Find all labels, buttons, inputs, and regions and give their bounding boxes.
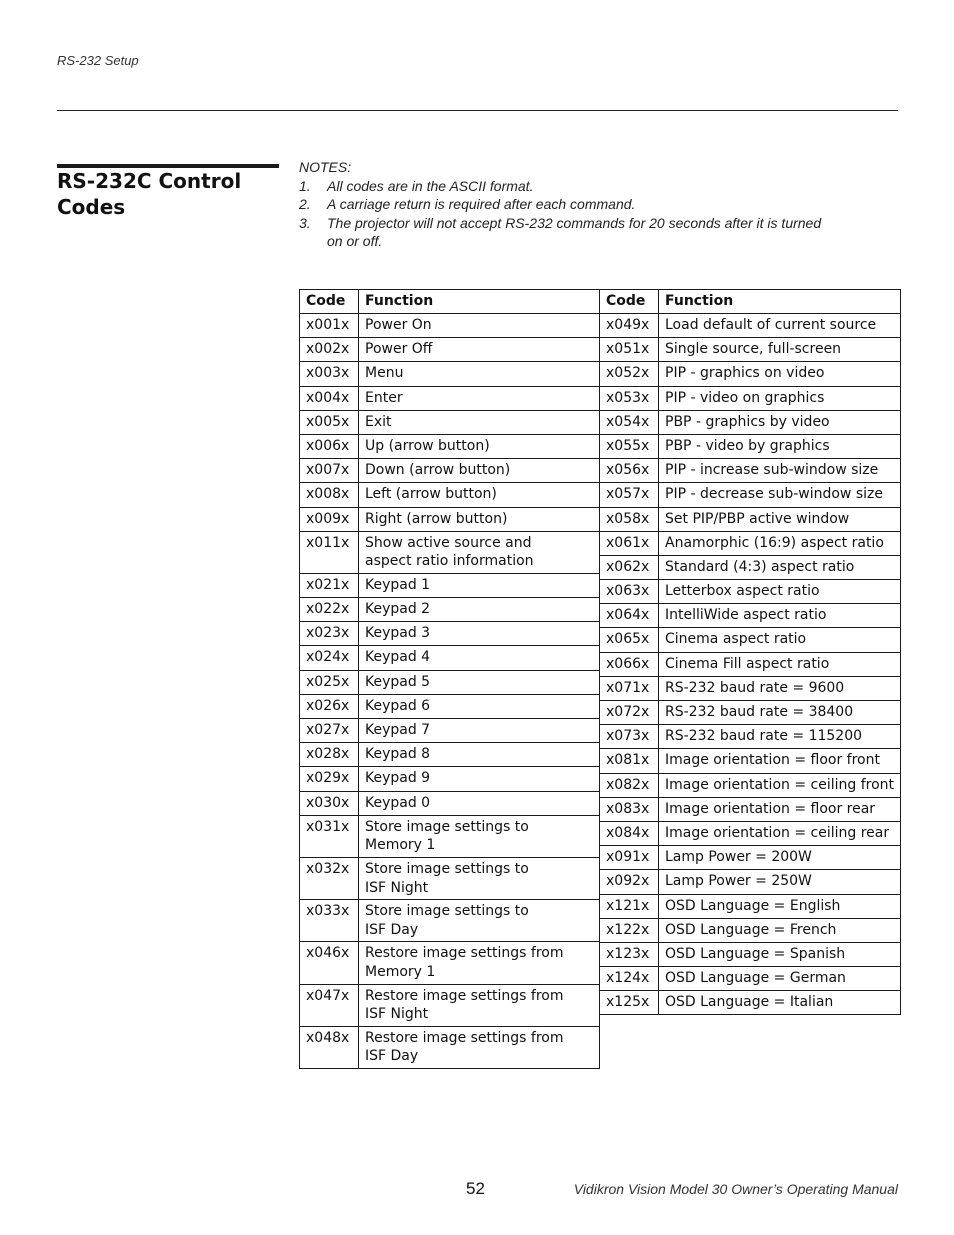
table-row (600, 507, 901, 531)
code-cell: x047x (300, 984, 359, 1026)
note-item (299, 177, 839, 196)
function-cell: Single source, full-screen (659, 338, 901, 362)
code-cell: x081x (600, 749, 659, 773)
function-cell: Image orientation = ceiling rear (659, 821, 901, 845)
code-cell: x125x (600, 991, 659, 1015)
code-cell: x025x (300, 670, 359, 694)
table-row (300, 942, 600, 984)
function-cell: OSD Language = German (659, 967, 901, 991)
table-row (600, 918, 901, 942)
running-header: RS-232 Setup (57, 53, 139, 68)
code-cell: x006x (300, 434, 359, 458)
table-row (600, 604, 901, 628)
table-row (600, 701, 901, 725)
function-cell: Keypad 0 (359, 791, 600, 815)
code-cell: x124x (600, 967, 659, 991)
code-cell: x091x (600, 846, 659, 870)
function-cell: Restore image settings from ISF Day (359, 1026, 600, 1068)
notes-list (299, 177, 839, 251)
note-number: 3. (299, 214, 311, 231)
note-number: 1. (299, 177, 311, 194)
function-cell: Lamp Power = 250W (659, 870, 901, 894)
function-cell: Store image settings to ISF Day (359, 900, 600, 942)
table-row (300, 314, 600, 338)
note-text: The projector will not accept RS-232 commands for 20 seconds after it is turned on or off. (327, 214, 822, 250)
table-row (300, 573, 600, 597)
table-row (600, 725, 901, 749)
table-row (300, 984, 600, 1026)
table-row (600, 531, 901, 555)
code-cell: x061x (600, 531, 659, 555)
code-cell: x084x (600, 821, 659, 845)
section-title: RS-232C Control Codes (57, 169, 242, 219)
code-cell: x024x (300, 646, 359, 670)
code-cell: x083x (600, 797, 659, 821)
function-cell: Store image settings to Memory 1 (359, 815, 600, 857)
code-cell: x122x (600, 918, 659, 942)
code-cell: x031x (300, 815, 359, 857)
function-cell: PIP - video on graphics (659, 386, 901, 410)
function-cell: Power Off (359, 338, 600, 362)
code-cell: x057x (600, 483, 659, 507)
function-cell: PIP - decrease sub-window size (659, 483, 901, 507)
code-cell: x002x (300, 338, 359, 362)
code-cell: x033x (300, 900, 359, 942)
code-cell: x022x (300, 598, 359, 622)
table-row (300, 338, 600, 362)
function-cell: Exit (359, 410, 600, 434)
function-cell: OSD Language = Spanish (659, 942, 901, 966)
table-row (600, 652, 901, 676)
table-row (600, 386, 901, 410)
function-cell: Keypad 3 (359, 622, 600, 646)
table-row (600, 967, 901, 991)
function-cell: Restore image settings from Memory 1 (359, 942, 600, 984)
code-cell: x066x (600, 652, 659, 676)
function-cell: Lamp Power = 200W (659, 846, 901, 870)
table-row (300, 1026, 600, 1068)
function-cell: Keypad 2 (359, 598, 600, 622)
table-row (300, 767, 600, 791)
code-cell: x004x (300, 386, 359, 410)
code-cell: x027x (300, 719, 359, 743)
code-cell: x007x (300, 459, 359, 483)
notes-heading: NOTES: (299, 159, 352, 175)
code-cell: x058x (600, 507, 659, 531)
table-header-row (600, 290, 901, 314)
function-cell: Keypad 4 (359, 646, 600, 670)
code-cell: x055x (600, 434, 659, 458)
table-row (600, 459, 901, 483)
function-cell: Image orientation = floor rear (659, 797, 901, 821)
table-header-row (300, 290, 600, 314)
function-cell: Menu (359, 362, 600, 386)
code-cell: x073x (600, 725, 659, 749)
code-cell: x028x (300, 743, 359, 767)
table-row (600, 676, 901, 700)
table-row (300, 719, 600, 743)
function-cell: Letterbox aspect ratio (659, 580, 901, 604)
table-row (300, 483, 600, 507)
code-cell: x123x (600, 942, 659, 966)
function-cell: Anamorphic (16:9) aspect ratio (659, 531, 901, 555)
code-cell: x005x (300, 410, 359, 434)
footer-manual-title: Vidikron Vision Model 30 Owner’s Operating Manual (573, 1181, 898, 1197)
code-cell: x003x (300, 362, 359, 386)
function-cell: RS-232 baud rate = 9600 (659, 676, 901, 700)
column-header-function: Function (659, 290, 901, 314)
function-cell: Load default of current source (659, 314, 901, 338)
function-cell: PBP - graphics by video (659, 410, 901, 434)
code-cell: x026x (300, 694, 359, 718)
function-cell: Store image settings to ISF Night (359, 857, 600, 899)
table-row (300, 900, 600, 942)
table-row (600, 870, 901, 894)
table-row (600, 846, 901, 870)
code-cell: x009x (300, 507, 359, 531)
function-cell: RS-232 baud rate = 38400 (659, 701, 901, 725)
code-cell: x053x (600, 386, 659, 410)
function-cell: PBP - video by graphics (659, 434, 901, 458)
table-row (600, 628, 901, 652)
code-cell: x032x (300, 857, 359, 899)
table-row (300, 598, 600, 622)
function-cell: Keypad 5 (359, 670, 600, 694)
table-row (600, 773, 901, 797)
function-cell: Down (arrow button) (359, 459, 600, 483)
code-cell: x051x (600, 338, 659, 362)
table-row (600, 555, 901, 579)
column-header-code: Code (300, 290, 359, 314)
function-cell: Set PIP/PBP active window (659, 507, 901, 531)
header-rule (57, 110, 898, 111)
code-cell: x054x (600, 410, 659, 434)
table-row (600, 410, 901, 434)
column-header-function: Function (359, 290, 600, 314)
table-row (600, 338, 901, 362)
table-row (300, 362, 600, 386)
function-cell: Image orientation = ceiling front (659, 773, 901, 797)
code-cell: x049x (600, 314, 659, 338)
note-text: All codes are in the ASCII format. (327, 177, 534, 194)
table-row (300, 507, 600, 531)
code-cell: x062x (600, 555, 659, 579)
function-cell: Keypad 8 (359, 743, 600, 767)
column-header-code: Code (600, 290, 659, 314)
table-row (300, 815, 600, 857)
notes-block (299, 158, 839, 251)
function-cell: Keypad 1 (359, 573, 600, 597)
table-row (300, 694, 600, 718)
code-cell: x052x (600, 362, 659, 386)
function-cell: Keypad 6 (359, 694, 600, 718)
function-cell: Image orientation = floor front (659, 749, 901, 773)
code-cell: x011x (300, 531, 359, 573)
code-cell: x065x (600, 628, 659, 652)
function-cell: Restore image settings from ISF Night (359, 984, 600, 1026)
note-text: A carriage return is required after each command. (327, 196, 636, 213)
function-cell: Enter (359, 386, 600, 410)
code-cell: x056x (600, 459, 659, 483)
note-number: 2. (299, 196, 311, 213)
table-row (300, 531, 600, 573)
code-cell: x029x (300, 767, 359, 791)
function-cell: PIP - increase sub-window size (659, 459, 901, 483)
table-row (600, 991, 901, 1015)
code-cell: x071x (600, 676, 659, 700)
table-row (600, 942, 901, 966)
function-cell: Left (arrow button) (359, 483, 600, 507)
table-row (300, 857, 600, 899)
function-cell: Keypad 7 (359, 719, 600, 743)
code-cell: x121x (600, 894, 659, 918)
table-row (300, 386, 600, 410)
code-cell: x063x (600, 580, 659, 604)
table-row (600, 314, 901, 338)
function-cell: Right (arrow button) (359, 507, 600, 531)
function-cell: PIP - graphics on video (659, 362, 901, 386)
table-row (600, 580, 901, 604)
function-cell: Power On (359, 314, 600, 338)
table-row (600, 362, 901, 386)
code-cell: x046x (300, 942, 359, 984)
function-cell: Standard (4:3) aspect ratio (659, 555, 901, 579)
table-row (600, 434, 901, 458)
code-cell: x001x (300, 314, 359, 338)
function-cell: RS-232 baud rate = 115200 (659, 725, 901, 749)
code-cell: x082x (600, 773, 659, 797)
page-number: 52 (466, 1179, 485, 1198)
function-cell: OSD Language = French (659, 918, 901, 942)
code-cell: x030x (300, 791, 359, 815)
table-row (300, 410, 600, 434)
function-cell: OSD Language = English (659, 894, 901, 918)
code-cell: x021x (300, 573, 359, 597)
code-cell: x072x (600, 701, 659, 725)
function-cell: Show active source and aspect ratio information (359, 531, 600, 573)
control-codes-table-left (299, 289, 600, 1069)
function-cell: IntelliWide aspect ratio (659, 604, 901, 628)
function-cell: Cinema aspect ratio (659, 628, 901, 652)
function-cell: Keypad 9 (359, 767, 600, 791)
table-row (300, 743, 600, 767)
table-row (600, 483, 901, 507)
table-row (300, 670, 600, 694)
table-row (600, 797, 901, 821)
table-row (300, 646, 600, 670)
table-row (600, 749, 901, 773)
code-cell: x048x (300, 1026, 359, 1068)
function-cell: Cinema Fill aspect ratio (659, 652, 901, 676)
table-row (600, 894, 901, 918)
function-cell: Up (arrow button) (359, 434, 600, 458)
table-row (300, 434, 600, 458)
table-row (300, 622, 600, 646)
code-cell: x023x (300, 622, 359, 646)
note-item (299, 214, 839, 251)
code-cell: x008x (300, 483, 359, 507)
table-row (600, 821, 901, 845)
code-cell: x064x (600, 604, 659, 628)
table-row (300, 459, 600, 483)
control-codes-table-right (599, 289, 901, 1015)
table-row (300, 791, 600, 815)
code-cell: x092x (600, 870, 659, 894)
note-item (299, 195, 839, 214)
function-cell: OSD Language = Italian (659, 991, 901, 1015)
